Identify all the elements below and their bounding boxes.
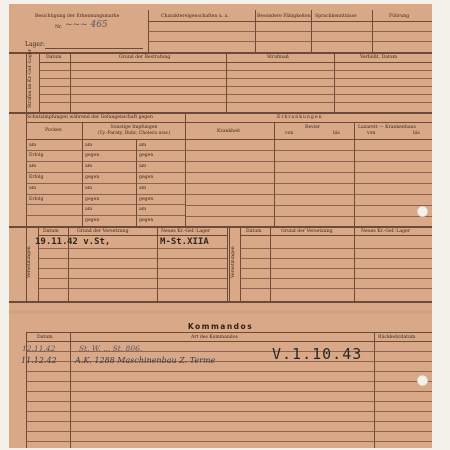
sonstige-sub: (Ty.-Paraty, Ruhr, Cholera usw.) bbox=[97, 131, 171, 136]
lazarett-von-label: von bbox=[367, 131, 376, 136]
nr-label: Nr. bbox=[55, 25, 63, 30]
impfung-row-right: gegen bbox=[139, 196, 154, 202]
kommandos-row1-art: St. W. ... St. 806. bbox=[79, 344, 143, 353]
strafen-side-label: Strafen im Kr.-Gef.-Lager bbox=[28, 49, 33, 108]
erkrankungen-title: Erkrankungen bbox=[277, 115, 323, 120]
impfung-row-mid: gegen bbox=[85, 196, 100, 202]
kommandos-row2-art: A.K. 1288 Maschinenbau Z. Terme bbox=[75, 356, 216, 365]
kommandos-art-label: Art des Kommandos bbox=[191, 335, 238, 340]
vers-lager-label-left: Neues Kr.-Gef.-Lager bbox=[161, 229, 210, 234]
vers-entry-datum: 19.11. bbox=[35, 237, 68, 247]
impfung-row-mid: gegen bbox=[85, 174, 100, 180]
vers-datum-label-right: Datum bbox=[246, 229, 262, 234]
revier-bis-label: bis bbox=[333, 131, 340, 136]
impfung-row-mid: am bbox=[85, 164, 93, 170]
krankheit-label: Krankheit bbox=[217, 129, 241, 134]
impfungen-title: Schutzimpfungen während der Gefangenschaft gegen bbox=[27, 115, 153, 120]
impfung-row-left: Erfolg bbox=[29, 174, 44, 180]
impfung-row-left: am bbox=[29, 164, 37, 170]
kommandos-row1-datum: 12.11.42 bbox=[22, 344, 56, 353]
vers-grund-label-left: Grund der Versetzung bbox=[77, 229, 129, 234]
versetzungen-side-label-right: Versetzungen bbox=[231, 246, 236, 278]
impfung-row-right: am bbox=[139, 185, 147, 191]
vers-entry-grund: 42 v.St, bbox=[67, 237, 111, 247]
vers-entry-lager: M-St.XIIA bbox=[160, 237, 209, 247]
kommandos-datum-label: Datum bbox=[37, 335, 53, 340]
strafen-grund-label: Grund der Bestrafung bbox=[119, 55, 171, 60]
prisoner-record-card bbox=[9, 4, 432, 448]
sprachen-label: Sprachkenntnisse bbox=[315, 14, 357, 19]
lager-label: Lager: bbox=[25, 41, 45, 48]
impfung-row-mid: am bbox=[85, 207, 93, 213]
impfung-row-right: gegen bbox=[139, 218, 154, 224]
sonstige-label: Sonstige Impfungen bbox=[110, 125, 158, 130]
impfung-row-mid: am bbox=[85, 185, 93, 191]
vers-lager-label-right: Neues Kr.-Gef.-Lager bbox=[361, 229, 410, 234]
vers-grund-label-right: Grund der Versetzung bbox=[281, 229, 333, 234]
impfung-row-right: am bbox=[139, 142, 147, 148]
nr-handwritten: ~~~ 465 bbox=[65, 20, 108, 30]
versetzungen-side-label-left: Versetzungen bbox=[27, 246, 32, 278]
fold-crease bbox=[9, 309, 432, 315]
impfung-row-mid: am bbox=[85, 142, 93, 148]
kommandos-rueck-label: Rückkehrdatum bbox=[378, 335, 416, 340]
punch-hole-upper bbox=[417, 206, 428, 217]
strafmass-label: Strafmaß bbox=[267, 55, 289, 60]
impfung-row-mid: gegen bbox=[85, 153, 100, 159]
impfung-row-right: gegen bbox=[139, 153, 154, 159]
kommandos-title: Kommandos bbox=[187, 322, 254, 331]
punch-hole-lower bbox=[417, 375, 428, 386]
impfung-row-left: am bbox=[29, 142, 37, 148]
impfung-row-left: Erfolg bbox=[29, 196, 44, 202]
besichtigung-label: Besichtigung der Erkennungsmarke bbox=[35, 14, 120, 19]
fuehrung-label: Führung bbox=[389, 14, 410, 19]
vers-datum-label-left: Datum bbox=[43, 229, 59, 234]
impfung-row-right: am bbox=[139, 164, 147, 170]
impfung-row-left: am bbox=[29, 185, 37, 191]
impfung-row-mid: gegen bbox=[85, 218, 100, 224]
charakter-label: Charaktereigenschaften u. a. bbox=[161, 14, 229, 19]
lazarett-bis-label: bis bbox=[413, 131, 420, 136]
revier-label: Revier bbox=[305, 125, 321, 130]
strafen-datum-label: Datum bbox=[46, 55, 62, 60]
pocken-label: Pocken bbox=[45, 128, 62, 133]
lazarett-label: Lazarett — Krankenhaus bbox=[358, 125, 416, 130]
revier-von-label: von bbox=[285, 131, 294, 136]
impfung-row-right: gegen bbox=[139, 174, 154, 180]
faehigkeiten-label: Besondere Fähigkeiten bbox=[257, 14, 311, 19]
verbuesst-label: Verbüßt, Datum bbox=[360, 55, 398, 60]
impfung-row-right: am bbox=[139, 207, 147, 213]
kommandos-stamp: V.1.10.43 bbox=[272, 345, 363, 363]
kommandos-row2-datum: 11.12.42 bbox=[21, 356, 57, 365]
impfung-row-left: Erfolg bbox=[29, 153, 44, 159]
